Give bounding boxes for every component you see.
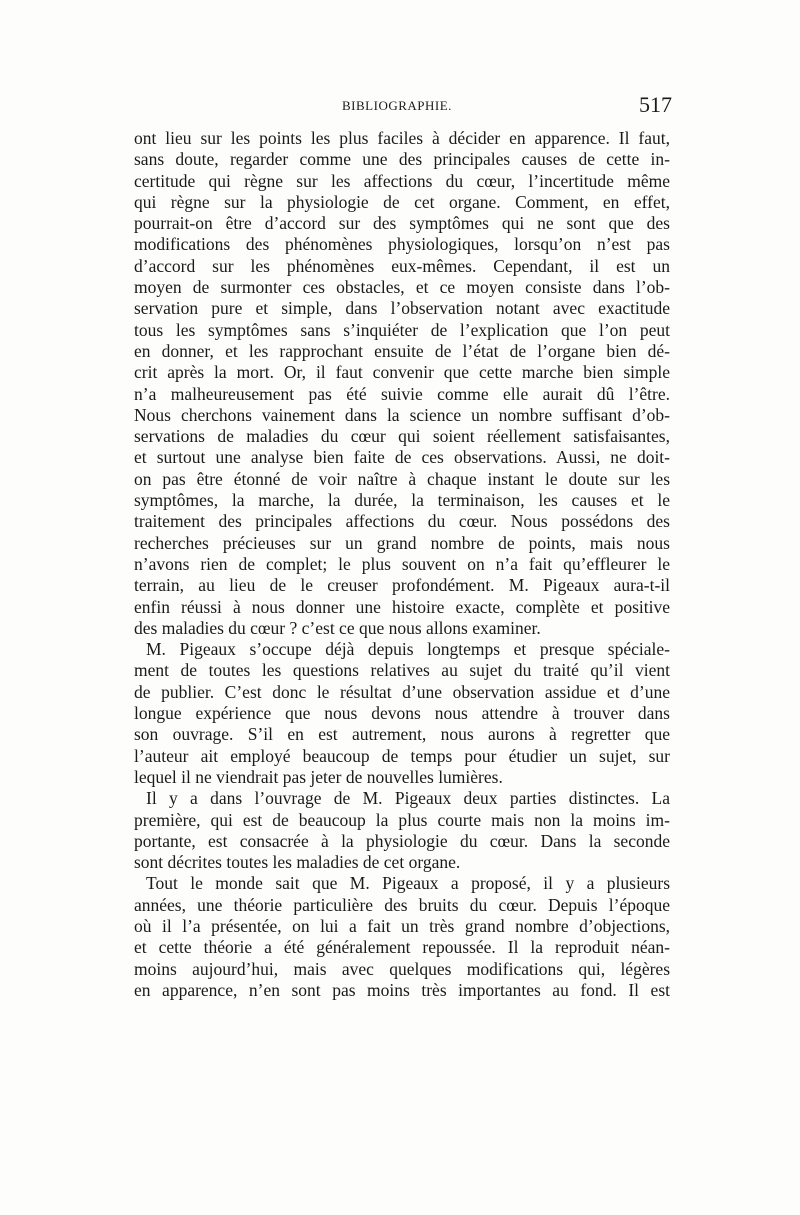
text-line: recherches précieuses sur un grand nombre de points, mais nous	[134, 532, 670, 553]
text-line: des maladies du cœur ? c’est ce que nous allons examiner.	[134, 617, 541, 638]
text-line: crit après la mort. Or, il faut convenir que cette marche bien simple	[134, 362, 670, 383]
text-line: ont lieu sur les points les plus faciles à décider en apparence. Il faut,	[134, 128, 670, 148]
text-line: moins aujourd’hui, mais avec quelques modifications qui, légères	[134, 958, 670, 979]
text-line: l’auteur ait employé beaucoup de temps pour étudier un sujet, sur	[134, 745, 670, 766]
text-line: symptômes, la marche, la durée, la terminaison, les causes et le	[134, 490, 670, 511]
text-line: longue expérience que nous devons nous attendre à trouver dans	[134, 703, 670, 724]
text-line: tous les symptômes sans s’inquiéter de l’explication que l’on peut	[134, 319, 670, 340]
text-line: Nous cherchons vainement dans la science un nombre suffisant d’ob-	[134, 404, 670, 425]
text-line: terrain, au lieu de le creuser profondément. M. Pigeaux aura-t-il	[134, 575, 670, 596]
text-line: et cette théorie a été généralement repoussée. Il la reproduit néan-	[134, 937, 670, 958]
paragraph	[134, 128, 670, 639]
text-line: modifications des phénomènes physiologiques, lorsqu’on n’est pas	[134, 234, 670, 255]
text-line: où il l’a présentée, on lui a fait un très grand nombre d’objections,	[134, 915, 670, 936]
paragraph	[134, 873, 670, 1001]
text-line: sans doute, regarder comme une des principales causes de cette in-	[134, 149, 670, 170]
text-line: années, une théorie particulière des bruits du cœur. Depuis l’époque	[134, 894, 670, 915]
text-line: certitude qui règne sur les affections du cœur, l’incertitude même	[134, 170, 670, 191]
text-line: et surtout une analyse bien faite de ces observations. Aussi, ne doit-	[134, 447, 670, 468]
text-line: ment de toutes les questions relatives au sujet du traité qu’il vient	[134, 660, 670, 681]
text-line: Tout le monde sait que M. Pigeaux a proposé, il y a plusieurs	[146, 873, 670, 894]
text-line: n’avons rien de complet; le plus souvent on n’a fait qu’effleurer le	[134, 553, 670, 574]
text-line: portante, est consacrée à la physiologie du cœur. Dans la seconde	[134, 830, 670, 851]
body-text	[134, 128, 670, 1001]
text-line: M. Pigeaux s’occupe déjà depuis longtemps et presque spéciale-	[146, 639, 670, 660]
text-line: d’accord sur les phénomènes eux-mêmes. Cependant, il est un	[134, 255, 670, 276]
page-number: 517	[639, 92, 672, 117]
text-line: moyen de surmonter ces obstacles, et ce moyen consiste dans l’ob-	[134, 277, 670, 298]
text-line: lequel il ne viendrait pas jeter de nouvelles lumières.	[134, 766, 503, 787]
text-line: de publier. C’est donc le résultat d’une observation assidue et d’une	[134, 681, 670, 702]
text-line: servations de maladies du cœur qui soient réellement satisfaisantes,	[134, 426, 670, 447]
text-line: traitement des principales affections du cœur. Nous possédons des	[134, 511, 670, 532]
text-line: pourrait-on être d’accord sur des symptômes qui ne sont que des	[134, 213, 670, 234]
paragraph	[134, 639, 670, 788]
text-line: enfin réussi à nous donner une histoire exacte, complète et positive	[134, 596, 670, 617]
paragraph	[134, 788, 670, 873]
text-line: en donner, et les rapprochant ensuite de l’état de l’organe bien dé-	[134, 340, 670, 361]
text-line: qui règne sur la physiologie de cet organe. Comment, en effet,	[134, 191, 670, 212]
running-head	[132, 94, 672, 120]
text-line: son ouvrage. S’il en est autrement, nous aurons à regretter que	[134, 724, 670, 745]
text-line: on pas être étonné de voir naître à chaque instant le doute sur les	[134, 468, 670, 489]
text-line: sont décrites toutes les maladies de cet organe.	[134, 852, 461, 873]
text-line: n’a malheureusement pas été suivie comme elle aurait dû l’être.	[134, 383, 670, 404]
text-line: en apparence, n’en sont pas moins très importantes au fond. Il est	[134, 979, 670, 1000]
text-line: première, qui est de beaucoup la plus courte mais non la moins im-	[134, 809, 670, 830]
text-line: Il y a dans l’ouvrage de M. Pigeaux deux parties distinctes. La	[146, 788, 670, 809]
running-title: BIBLIOGRAPHIE.	[342, 98, 452, 113]
text-line: servation pure et simple, dans l’observation notant avec exactitude	[134, 298, 670, 319]
